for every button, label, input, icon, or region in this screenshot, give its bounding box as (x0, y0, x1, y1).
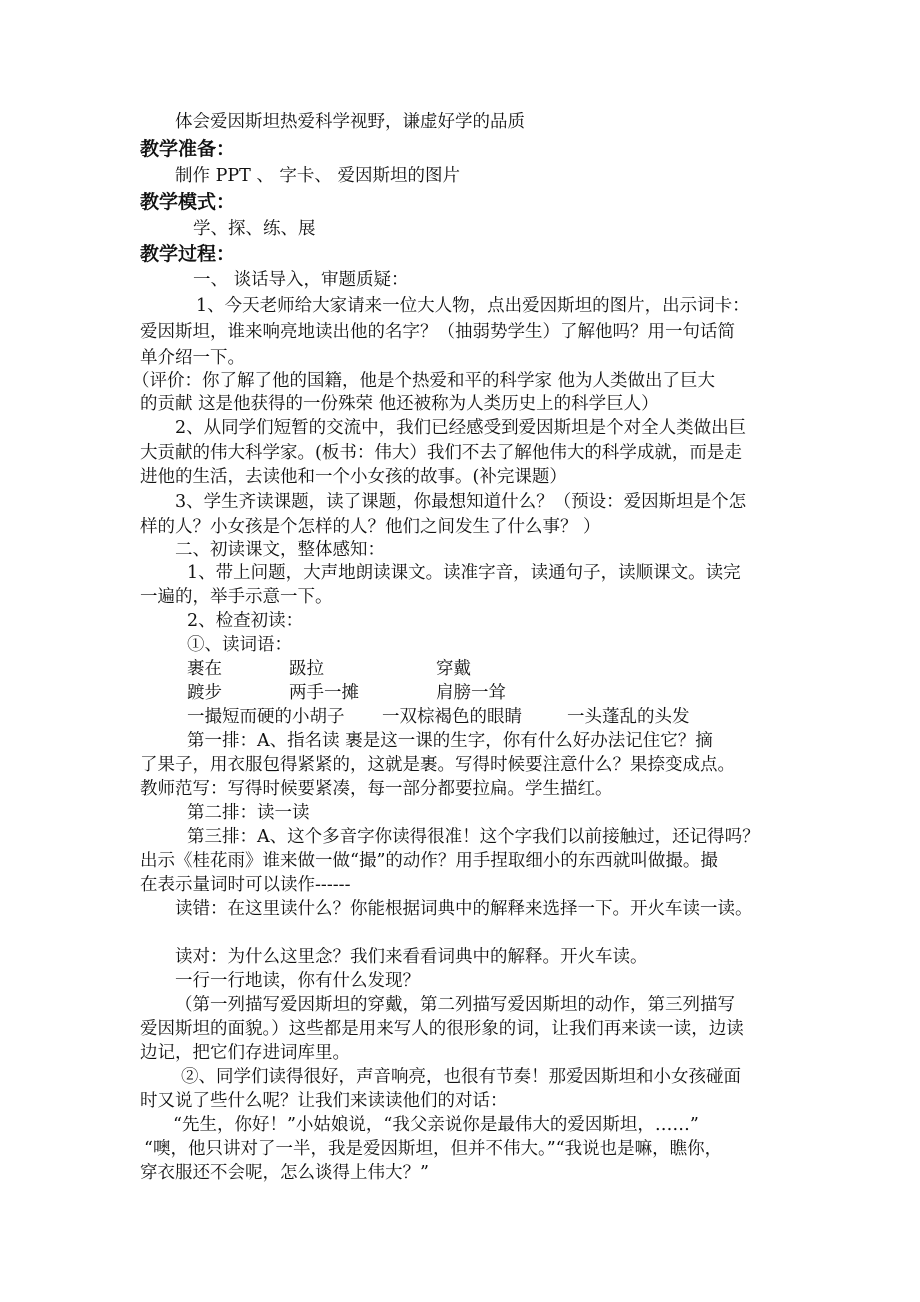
paragraph-line: 读对：为什么这里念？我们来看看词典中的解释。开火车读。 (175, 947, 648, 967)
paragraph-line: 3、学生齐读课题，读了课题，你最想知道什么？（预设：爱因斯坦是个怎 (175, 492, 747, 512)
step2-title: 二、初读课文，整体感知： (175, 540, 385, 560)
prep-content: 制作 PPT 、 字卡、 爱因斯坦的图片 (175, 166, 460, 186)
paragraph-line: 第二排：读一读 (187, 803, 310, 823)
word-cell: 穿戴 (436, 659, 471, 679)
word-cell: 一头蓬乱的头发 (567, 707, 690, 727)
paragraph-line: 穿衣服还不会呢，怎么谈得上伟大？” (140, 1163, 429, 1183)
paragraph-line: ②、同学们读得很好，声音响亮，也很有节奏！那爱因斯坦和小女孩碰面 (181, 1067, 741, 1087)
paragraph-line: 进他的生活，去读他和一个小女孩的故事。(补完课题） (140, 467, 567, 487)
paragraph-line: ①、读词语： (187, 635, 292, 655)
paragraph-line: 爱因斯坦，谁来响亮地读出他的名字？（抽弱势学生）了解他吗？用一句话简 (140, 322, 735, 342)
word-cell: 一撮短而硬的小胡子 (187, 707, 345, 727)
paragraph-line: 2、从同学们短暂的交流中，我们已经感受到爱因斯坦是个对全人类做出巨 (175, 418, 747, 438)
paragraph-line: 第一排：A、指名读 裹是这一课的生字，你有什么好办法记住它？摘 (187, 731, 713, 751)
paragraph-line: 1、带上问题，大声地朗读课文。读准字音，读通句子，读顺课文。读完 (187, 563, 741, 583)
word-cell: 肩膀一耸 (436, 683, 506, 703)
word-cell: 趿拉 (289, 659, 324, 679)
paragraph-line: 大贡献的伟大科学家。(板书：伟大）我们不去了解他伟大的科学成就，而是走 (140, 443, 742, 463)
paragraph-line: “噢，他只讲对了一半，我是爱因斯坦，但并不伟大。”“我说也是嘛，瞧你， (144, 1139, 723, 1159)
paragraph-line: 一行一行地读，你有什么发现？ (175, 971, 420, 991)
word-cell: 踱步 (187, 683, 222, 703)
mode-content: 学、探、练、展 (193, 219, 316, 239)
paragraph-line: 爱因斯坦的面貌。）这些都是用来写人的很形象的词，让我们再来读一读，边读 (140, 1019, 744, 1039)
paragraph-line: “先生，你好！”小姑娘说，“我父亲说你是最伟大的爱因斯坦，……” (173, 1115, 699, 1135)
mode-heading: 教学模式： (140, 191, 236, 213)
step1-title: 一、 谈话导入，审题质疑： (193, 270, 409, 290)
paragraph-line: 了果子，用衣服包得紧紧的，这就是裹。写得时候要注意什么？果捺变成点。 (140, 755, 735, 775)
paragraph-line: 第三排：A、这个多音字你读得很准！这个字我们以前接触过，还记得吗？ (187, 827, 760, 847)
paragraph-line: 1、今天老师给大家请来一位大人物，点出爱因斯坦的图片，出示词卡： (196, 296, 750, 316)
paragraph-line: 的贡献 这是他获得的一份殊荣 他还被称为人类历史上的科学巨人） (140, 394, 659, 414)
word-cell: 一双棕褐色的眼睛 (382, 707, 522, 727)
paragraph-line: 读错：在这里读什么？你能根据词典中的解释来选择一下。开火车读一读。 (175, 899, 753, 919)
paragraph-line: （评价：你了解了他的国籍，他是个热爱和平的科学家 他为人类做出了巨大 (132, 371, 716, 391)
paragraph-line: 一遍的，举手示意一下。 (140, 587, 333, 607)
paragraph-line: 教师范写：写得时候要紧凑，每一部分都要拉扁。学生描红。 (140, 779, 613, 799)
process-heading: 教学过程： (140, 243, 236, 265)
paragraph-line: 在表示量词时可以读作------ (140, 875, 351, 895)
paragraph-line: 单介绍一下。 (140, 348, 245, 368)
word-cell: 裹在 (187, 659, 222, 679)
objective-line: 体会爱因斯坦热爱科学视野，谦虚好学的品质 (175, 112, 525, 132)
paragraph-line: 出示《桂花雨》谁来做一做“撮”的动作？用手捏取细小的东西就叫做撮。撮 (140, 851, 718, 871)
paragraph-line: （第一列描写爱因斯坦的穿戴，第二列描写爱因斯坦的动作，第三列描写 (175, 995, 735, 1015)
paragraph-line: 样的人？小女孩是个怎样的人？他们之间发生了什么事？ ） (140, 517, 601, 537)
paragraph-line: 边记，把它们存进词库里。 (140, 1043, 350, 1063)
prep-heading: 教学准备： (140, 138, 236, 160)
paragraph-line: 2、检查初读： (187, 611, 304, 631)
paragraph-line: 时又说了些什么呢？让我们来读读他们的对话： (140, 1091, 508, 1111)
word-cell: 两手一摊 (289, 683, 359, 703)
